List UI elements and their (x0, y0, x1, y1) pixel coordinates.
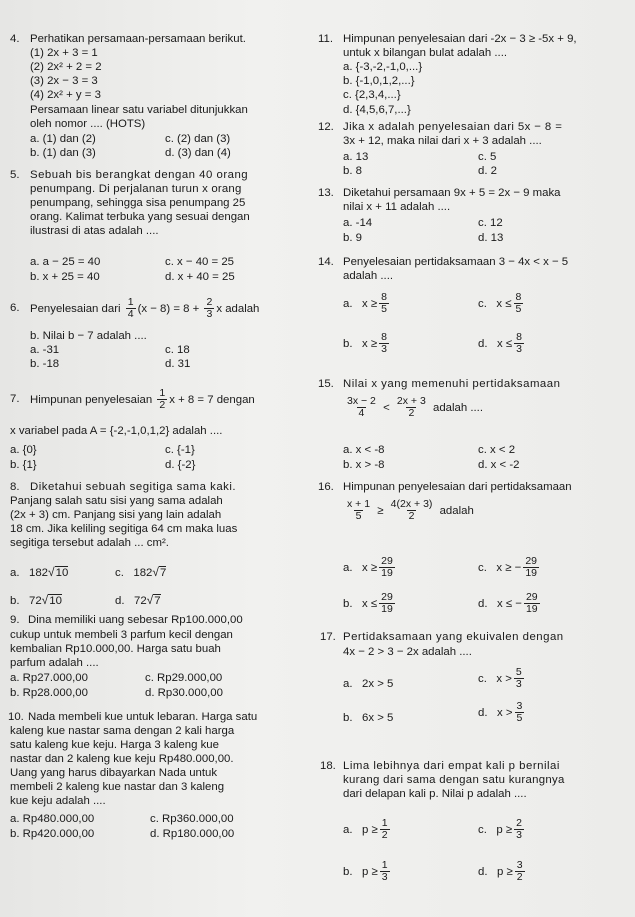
equation-item: (4) 2x² + y = 3 (30, 89, 101, 101)
option-label: d. (478, 598, 488, 610)
fraction (126, 297, 136, 320)
option-d[interactable]: d. x < -2 (478, 459, 520, 471)
option-b[interactable]: b. 9 (343, 232, 362, 244)
fraction (380, 818, 390, 841)
numerator: 3 (516, 700, 523, 713)
option-label: a. (343, 824, 353, 836)
fraction (524, 592, 540, 615)
option-a[interactable]: a. {-3,-2,-1,0,...} (343, 61, 423, 73)
fraction (379, 292, 389, 315)
option-b[interactable]: b. 8 (343, 165, 362, 177)
option-a[interactable]: a. 182√10 (10, 565, 69, 579)
denominator: 19 (525, 603, 538, 616)
option-b[interactable]: b. x + 25 = 40 (30, 271, 100, 283)
relation: x ≥ (362, 298, 378, 310)
question-stem-line: 18 cm. Jika keliling segitiga 64 cm maka luas (10, 523, 238, 535)
option-label: d. (115, 595, 125, 607)
option-d[interactable]: d. Rp30.000,00 (145, 687, 223, 699)
question-stem-line: oleh nomor .... (HOTS) (30, 118, 146, 130)
numerator: 29 (525, 555, 537, 568)
numerator: 29 (381, 555, 393, 568)
option-d[interactable] (478, 698, 526, 728)
numerator: 2 (516, 817, 522, 830)
denominator: 19 (525, 567, 537, 580)
option-d[interactable]: d. 31 (165, 358, 191, 370)
question-stem-line: Panjang salah satu sisi yang sama adalah (10, 495, 223, 507)
stem-text: (x − 8) = 8 + (137, 303, 200, 315)
question-number: 16. (318, 481, 334, 493)
fraction (514, 292, 524, 315)
numerator: x + 1 (347, 498, 371, 511)
coefficient: 72 (29, 595, 42, 607)
question-stem-line: Diketahui sebuah segitiga sama kaki. (30, 481, 237, 493)
option-d[interactable]: d. 2 (478, 165, 497, 177)
relation: < (383, 402, 390, 414)
numerator: 8 (381, 331, 387, 344)
denominator: 5 (355, 510, 362, 523)
question-number: 6. (10, 302, 20, 314)
question-stem-line: Dina memiliki uang sebesar Rp100.000,00 (28, 614, 243, 626)
denominator: 3 (206, 308, 213, 321)
coefficient: 182 (29, 567, 49, 579)
option-d[interactable]: d. (3) dan (4) (165, 147, 231, 159)
denominator: 4 (358, 407, 365, 420)
fraction (523, 556, 539, 579)
option-c[interactable]: c. Rp360.000,00 (150, 813, 234, 825)
option-a[interactable]: a. -14 (343, 217, 373, 229)
option-label: a. (343, 562, 353, 574)
question-number: 14. (318, 256, 334, 268)
option-label: b. (10, 595, 20, 607)
option-a[interactable] (343, 290, 391, 318)
question-number: 5. (10, 169, 20, 181)
numerator: 2 (206, 296, 213, 309)
fraction (514, 332, 524, 355)
numerator: 2x + 3 (396, 395, 426, 408)
question-stem-line: satu kaleng kue keju. Harga 3 kaleng kue (10, 739, 219, 751)
fraction (395, 396, 428, 419)
option-d[interactable] (478, 589, 542, 619)
option-c[interactable]: c. (2) dan (3) (165, 133, 231, 145)
numerator: 3 (516, 859, 523, 872)
option-label: b. (343, 338, 353, 350)
denominator: 3 (516, 829, 522, 842)
option-a[interactable]: a. x < -8 (343, 444, 385, 456)
question-number: 13. (318, 187, 334, 199)
denominator: 2 (381, 829, 388, 842)
question-stem-line: nastar dan 2 kaleng kue keju Rp480.000,00. (10, 753, 234, 765)
option-label: d. (478, 866, 488, 878)
option-d[interactable]: d. Rp180.000,00 (150, 828, 235, 840)
relation: x ≤ (496, 298, 512, 310)
coefficient: 72 (134, 595, 147, 607)
option-c[interactable]: c. 5 (478, 151, 497, 163)
fraction (157, 388, 167, 411)
numerator: 1 (127, 296, 134, 309)
question-stem-line: Sebuah bis berangkat dengan 40 orang (30, 169, 249, 181)
numerator: 8 (516, 331, 522, 344)
option-b[interactable] (343, 330, 391, 358)
option-c[interactable] (478, 815, 526, 845)
question-stem-line: kurang dari sama dengan satu kurangnya (343, 774, 565, 786)
numerator: 29 (525, 591, 538, 604)
option-a[interactable]: a. Rp27.000,00 (10, 672, 88, 684)
question-number: 4. (10, 33, 20, 45)
question-stem-line: Uang yang harus dibayarkan Nada untuk (10, 767, 218, 779)
question-stem-line (30, 385, 255, 415)
option-label: b. (343, 598, 353, 610)
denominator: 5 (381, 303, 387, 316)
option-a[interactable]: a. a − 25 = 40 (30, 256, 101, 268)
question-stem-line: Himpunan penyelesaian dari pertidaksamaan (343, 481, 572, 493)
option-c[interactable] (478, 664, 526, 694)
fraction (345, 396, 378, 419)
option-label: c. (115, 567, 124, 579)
option-a[interactable] (343, 553, 397, 583)
question-stem-line: Jika x adalah penyelesaian dari 5x − 8 = (343, 121, 563, 133)
question-stem: Perhatikan persamaan-persamaan berikut. (30, 33, 246, 45)
option-b[interactable]: b. {1} (10, 459, 37, 471)
option-a[interactable]: a. Rp480.000,00 (10, 813, 95, 825)
denominator: 4 (127, 308, 134, 321)
option-label: c. (478, 562, 487, 574)
option-c[interactable]: c. 18 (165, 344, 190, 356)
denominator: 2 (516, 871, 523, 884)
fraction (379, 332, 389, 355)
relation: p ≥ (362, 866, 378, 878)
numerator: 1 (381, 817, 388, 830)
radicand: 7 (154, 595, 161, 607)
question-number: 10. (8, 711, 24, 723)
question-stem-line: Persamaan linear satu variabel ditunjukkan (30, 104, 248, 116)
option-b[interactable]: b. {-1,0,1,2,...} (343, 75, 415, 87)
question-stem-line: nilai x + 11 adalah .... (343, 201, 451, 213)
radicand: 10 (49, 595, 62, 607)
question-stem-line: 3x + 12, maka nilai dari x + 3 adalah .... (343, 135, 542, 147)
numerator: 4(2x + 3) (390, 498, 433, 511)
fraction (389, 499, 435, 522)
option-b[interactable]: b. x > -8 (343, 459, 385, 471)
question-stem-line (343, 393, 483, 423)
radicand: 7 (159, 567, 167, 579)
denominator: 5 (515, 303, 522, 316)
denominator: 19 (381, 567, 393, 580)
option-c[interactable] (478, 290, 525, 318)
question-stem-line: x variabel pada A = {-2,-1,0,1,2} adalah .... (10, 425, 223, 437)
option-d[interactable] (478, 330, 526, 358)
numerator: 5 (515, 666, 522, 679)
question-stem-line: Lima lebihnya dari empat kali p bernilai (343, 760, 560, 772)
denominator: 2 (159, 399, 166, 412)
relation: p ≥ (362, 824, 378, 836)
numerator: 1 (159, 387, 166, 400)
question-stem-line: Himpunan penyelesaian dari -2x − 3 ≥ -5x + 9, (343, 33, 577, 45)
question-stem-line: kaleng kue nastar sama dengan 2 kali harga (10, 725, 235, 737)
question-stem-line: untuk x bilangan bulat adalah .... (343, 47, 508, 59)
question-number: 15. (318, 378, 334, 390)
numerator: 8 (515, 291, 522, 304)
question-number: 18. (320, 760, 336, 772)
denominator: 2 (408, 510, 415, 523)
option-c[interactable] (478, 553, 541, 583)
option-b[interactable] (343, 589, 397, 619)
fraction (515, 860, 525, 883)
stem-text: adalah (439, 505, 474, 517)
relation: p ≥ (496, 824, 513, 836)
denominator: 3 (381, 871, 388, 884)
option-a[interactable] (343, 678, 393, 691)
numerator: 3x − 2 (347, 395, 376, 408)
question-stem-line: kembalian Rp10.000,00. Harga satu buah (10, 643, 221, 655)
option-label: c. (478, 298, 487, 310)
fraction (514, 818, 524, 841)
denominator: 5 (516, 712, 523, 725)
question-stem-line: ilustrasi di atas adalah .... (30, 225, 159, 237)
fraction (379, 556, 395, 579)
equation-item: (1) 2x + 3 = 1 (30, 47, 98, 59)
denominator: 3 (515, 678, 522, 691)
question-number: 7. (10, 393, 20, 405)
option-a[interactable]: a. 13 (343, 151, 369, 163)
relation: x ≥ − (496, 562, 522, 574)
option-a[interactable] (343, 815, 392, 845)
option-label: c. (478, 673, 487, 685)
question-stem-line: Nada membeli kue untuk lebaran. Harga satu (28, 711, 258, 723)
question-number: 9. (10, 614, 20, 626)
option-a[interactable]: a. {0} (10, 444, 37, 456)
option-d[interactable]: d. x + 40 = 25 (165, 271, 235, 283)
equation-item: (3) 2x − 3 = 3 (30, 75, 98, 87)
question-stem-line (343, 496, 474, 526)
stem-text: x adalah (216, 303, 260, 315)
question-stem-line: b. Nilai b − 7 adalah .... (30, 330, 147, 342)
option-c[interactable]: c. 182√7 (115, 565, 167, 579)
stem-text: adalah .... (432, 402, 484, 414)
fraction (514, 667, 524, 690)
relation: x ≤ (362, 598, 378, 610)
option-b[interactable]: b. 72√10 (10, 593, 62, 607)
relation: x > (497, 707, 513, 719)
option-d[interactable] (478, 857, 527, 887)
question-stem-line: Pertidaksamaan yang ekuivalen dengan (343, 631, 564, 643)
option-b[interactable] (343, 857, 392, 887)
question-stem-line: penumpang, sehingga sisa penumpang 25 (30, 197, 246, 209)
option-c[interactable]: c. 12 (478, 217, 503, 229)
denominator: 2 (408, 407, 415, 420)
option-c[interactable]: c. Rp29.000,00 (145, 672, 223, 684)
relation: p ≥ (497, 866, 513, 878)
question-stem-line: adalah .... (343, 270, 394, 282)
relation: x > (496, 673, 512, 685)
relation: x ≤ − (497, 598, 522, 610)
question-stem-line: kue keju adalah .... (10, 795, 106, 807)
option-label: a. (343, 678, 353, 690)
option-label: d. (478, 338, 488, 350)
question-number: 8. (10, 481, 20, 493)
equation-item: (2) 2x² + 2 = 2 (30, 61, 102, 73)
question-stem-line: Penyelesaian pertidaksamaan 3 − 4x < x − 5 (343, 256, 569, 268)
question-stem-line: Diketahui persamaan 9x + 5 = 2x − 9 maka (343, 187, 561, 199)
option-label: c. (478, 824, 487, 836)
fraction (345, 499, 372, 522)
option-c[interactable]: c. {2,3,4,...} (343, 89, 401, 101)
coefficient: 182 (133, 567, 153, 579)
option-label: a. (343, 298, 353, 310)
radicand: 10 (55, 567, 69, 579)
question-number: 17. (320, 631, 336, 643)
option-b[interactable]: b. Rp28.000,00 (10, 687, 88, 699)
question-stem-line: (2x + 3) cm. Panjang sisi yang lain adalah (10, 509, 222, 521)
numerator: 8 (381, 291, 387, 304)
numerator: 29 (381, 591, 393, 604)
option-label: b. (343, 712, 353, 724)
option-text: 2x > 5 (362, 678, 394, 690)
option-d[interactable]: d. 13 (478, 232, 504, 244)
relation: x ≥ (362, 562, 378, 574)
question-stem-line: membeli 2 kaleng kue nastar dan 3 kaleng (10, 781, 225, 793)
stem-text: x + 8 = 7 dengan (169, 394, 255, 406)
option-d[interactable]: d. {4,5,6,7,...} (343, 104, 411, 116)
question-stem-line: dari delapan kali p. Nilai p adalah .... (343, 788, 527, 800)
option-a[interactable]: a. (1) dan (2) (30, 133, 96, 145)
question-stem-line: orang. Kalimat terbuka yang sesuai dengan (30, 211, 250, 223)
question-stem-line: parfum adalah .... (10, 657, 99, 669)
relation: x ≤ (497, 338, 513, 350)
option-a[interactable]: a. -31 (30, 344, 60, 356)
question-stem-line (30, 294, 259, 324)
option-b[interactable] (343, 712, 393, 725)
option-label: d. (478, 707, 488, 719)
question-number: 12. (318, 121, 334, 133)
question-stem-line: segitiga tersebut adalah ... cm². (10, 537, 169, 549)
stem-text: Penyelesaian dari (30, 303, 121, 315)
question-stem-line: penumpang. Di perjalanan turun x orang (30, 183, 242, 195)
fraction (515, 701, 525, 724)
denominator: 3 (516, 343, 522, 356)
fraction (380, 860, 390, 883)
relation: x ≥ (362, 338, 378, 350)
question-stem-line: cukup untuk membeli 3 parfum kecil dengan (10, 629, 233, 641)
option-b[interactable]: b. -18 (30, 358, 60, 370)
stem-text: Himpunan penyelesaian (30, 394, 153, 406)
option-c[interactable]: c. x < 2 (478, 444, 516, 456)
option-label: b. (343, 866, 353, 878)
option-label: a. (10, 567, 20, 579)
fraction (379, 592, 395, 615)
question-stem-line: 4x − 2 > 3 − 2x adalah .... (343, 646, 472, 658)
option-c[interactable]: c. x − 40 = 25 (165, 256, 235, 268)
option-text: 6x > 5 (362, 712, 394, 724)
numerator: 1 (381, 859, 388, 872)
option-d[interactable]: d. 72√7 (115, 593, 161, 607)
denominator: 19 (381, 603, 393, 616)
option-c[interactable]: c. {-1} (165, 444, 195, 456)
relation: ≥ (377, 505, 384, 517)
question-number: 11. (318, 33, 333, 45)
option-b[interactable]: b. Rp420.000,00 (10, 828, 95, 840)
fraction (204, 297, 214, 320)
option-d[interactable]: d. {-2} (165, 459, 196, 471)
denominator: 3 (381, 343, 387, 356)
question-stem-line: Nilai x yang memenuhi pertidaksamaan (343, 378, 561, 390)
option-b[interactable]: b. (1) dan (3) (30, 147, 96, 159)
